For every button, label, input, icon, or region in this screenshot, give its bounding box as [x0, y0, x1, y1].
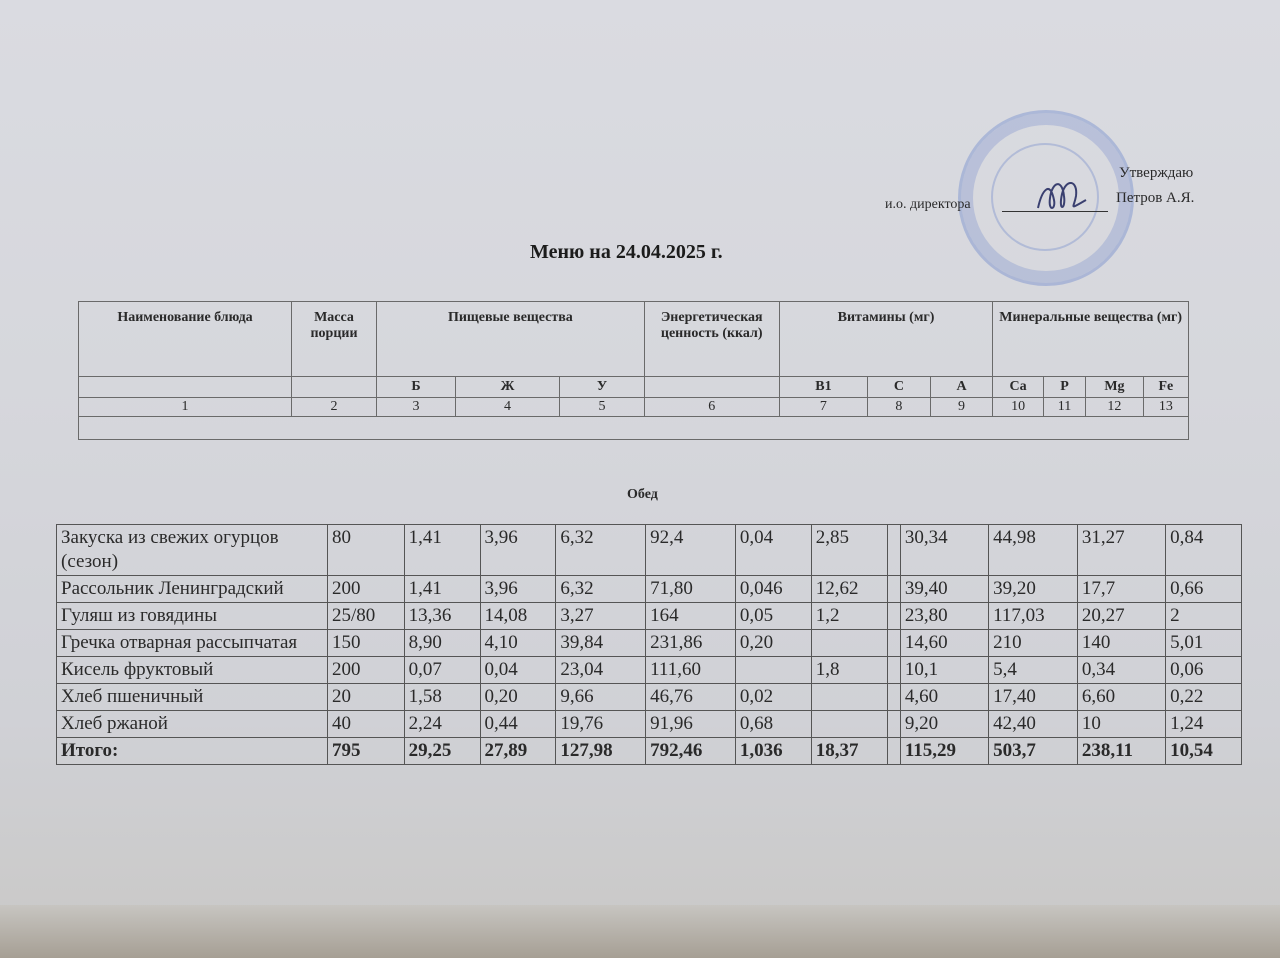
table-row	[57, 630, 1242, 657]
table-cell: 2,85	[811, 525, 887, 576]
table-cell: 1,2	[811, 603, 887, 630]
table-cell: 1,24	[1166, 711, 1242, 738]
dish-name: Рассольник Ленинградский	[57, 576, 328, 603]
table-cell: 19,76	[556, 711, 646, 738]
table-cell: 210	[989, 630, 1078, 657]
header-table	[78, 301, 1189, 440]
table-cell	[811, 684, 887, 711]
table-cell: 23,80	[900, 603, 988, 630]
approval-label: Утверждаю	[1119, 165, 1194, 181]
table-cell: 238,11	[1077, 738, 1165, 765]
column-number: 5	[560, 398, 645, 417]
table-cell: 115,29	[900, 738, 988, 765]
sub-b: Б	[377, 377, 456, 398]
column-number: 13	[1143, 398, 1188, 417]
table-cell: 40	[328, 711, 405, 738]
total-row	[57, 738, 1242, 765]
table-cell	[887, 684, 900, 711]
table-cell: 0,06	[1166, 657, 1242, 684]
table-cell: 8,90	[404, 630, 480, 657]
table-cell: 10,54	[1166, 738, 1242, 765]
dish-name: Гуляш из говядины	[57, 603, 328, 630]
table-cell: 42,40	[989, 711, 1078, 738]
empty-row	[79, 417, 1189, 440]
table-cell: 0,04	[480, 657, 556, 684]
dish-name: Закуска из свежих огурцов (сезон)	[57, 525, 328, 576]
table-cell: 0,046	[735, 576, 811, 603]
table-cell: 0,34	[1077, 657, 1165, 684]
table-cell: 0,22	[1166, 684, 1242, 711]
column-number: 2	[292, 398, 377, 417]
table-cell: 200	[328, 657, 405, 684]
table-cell: 9,20	[900, 711, 988, 738]
column-number-row	[79, 398, 1189, 417]
table-cell: 23,04	[556, 657, 646, 684]
table-cell: 0,68	[735, 711, 811, 738]
table-cell: 18,37	[811, 738, 887, 765]
table-cell	[811, 711, 887, 738]
subheader-row	[79, 377, 1189, 398]
sub-c: C	[868, 377, 931, 398]
column-number: 8	[868, 398, 931, 417]
dish-name: Хлеб ржаной	[57, 711, 328, 738]
table-cell	[887, 525, 900, 576]
table-cell	[735, 657, 811, 684]
table-cell: 2	[1166, 603, 1242, 630]
table-surface	[0, 905, 1280, 958]
table-row	[57, 603, 1242, 630]
table-cell: 6,32	[556, 576, 646, 603]
col-minerals: Минеральные вещества (мг)	[993, 302, 1189, 377]
col-vitamins: Витамины (мг)	[779, 302, 993, 377]
table-cell	[887, 657, 900, 684]
col-nutrients: Пищевые вещества	[377, 302, 645, 377]
table-cell: 1,036	[735, 738, 811, 765]
table-cell: 1,41	[404, 576, 480, 603]
column-number: 1	[79, 398, 292, 417]
table-cell: 27,89	[480, 738, 556, 765]
section-title: Обед	[627, 487, 658, 502]
table-cell: 111,60	[646, 657, 736, 684]
table-cell: 0,02	[735, 684, 811, 711]
table-cell: 140	[1077, 630, 1165, 657]
table-cell: 44,98	[989, 525, 1078, 576]
sub-ca: Ca	[993, 377, 1044, 398]
table-cell: 10	[1077, 711, 1165, 738]
table-cell	[811, 630, 887, 657]
column-number: 9	[930, 398, 993, 417]
table-cell: 29,25	[404, 738, 480, 765]
table-row	[57, 525, 1242, 576]
table-cell: 0,20	[480, 684, 556, 711]
sub-mg: Mg	[1086, 377, 1144, 398]
director-signature	[1028, 170, 1098, 220]
table-cell: 3,96	[480, 576, 556, 603]
table-cell: 792,46	[646, 738, 736, 765]
total-label: Итого:	[57, 738, 328, 765]
director-name: Петров А.Я.	[1116, 190, 1195, 206]
table-cell	[887, 711, 900, 738]
table-cell: 5,4	[989, 657, 1078, 684]
table-cell: 0,84	[1166, 525, 1242, 576]
table-row	[57, 657, 1242, 684]
table-cell	[887, 603, 900, 630]
table-cell: 231,86	[646, 630, 736, 657]
col-dish: Наименование блюда	[79, 302, 292, 377]
table-cell: 117,03	[989, 603, 1078, 630]
sub-b1: B1	[779, 377, 867, 398]
table-cell: 39,84	[556, 630, 646, 657]
table-cell: 503,7	[989, 738, 1078, 765]
menu-title: Меню на 24.04.2025 г.	[530, 241, 723, 263]
column-number: 10	[993, 398, 1044, 417]
table-cell: 0,44	[480, 711, 556, 738]
table-cell: 0,05	[735, 603, 811, 630]
table-cell: 12,62	[811, 576, 887, 603]
table-row	[57, 576, 1242, 603]
table-cell: 127,98	[556, 738, 646, 765]
table-cell	[887, 630, 900, 657]
dish-name: Хлеб пшеничный	[57, 684, 328, 711]
table-cell: 3,96	[480, 525, 556, 576]
table-cell: 1,58	[404, 684, 480, 711]
table-cell: 9,66	[556, 684, 646, 711]
sub-u: У	[560, 377, 645, 398]
table-cell: 3,27	[556, 603, 646, 630]
table-cell: 0,20	[735, 630, 811, 657]
table-cell: 20,27	[1077, 603, 1165, 630]
table-cell: 2,24	[404, 711, 480, 738]
director-position: и.о. директора	[885, 197, 971, 212]
table-cell: 91,96	[646, 711, 736, 738]
table-cell: 17,7	[1077, 576, 1165, 603]
column-number: 6	[644, 398, 779, 417]
table-cell: 4,60	[900, 684, 988, 711]
table-cell: 150	[328, 630, 405, 657]
table-cell: 17,40	[989, 684, 1078, 711]
table-cell	[887, 738, 900, 765]
table-cell: 13,36	[404, 603, 480, 630]
table-cell: 1,8	[811, 657, 887, 684]
table-row	[57, 684, 1242, 711]
sub-a: A	[930, 377, 993, 398]
table-cell	[887, 576, 900, 603]
table-cell: 92,4	[646, 525, 736, 576]
table-cell: 10,1	[900, 657, 988, 684]
column-number: 12	[1086, 398, 1144, 417]
col-energy: Энергетическая ценность (ккал)	[644, 302, 779, 377]
column-number: 7	[779, 398, 867, 417]
table-cell: 6,60	[1077, 684, 1165, 711]
menu-table	[56, 524, 1242, 765]
table-cell: 6,32	[556, 525, 646, 576]
table-cell: 31,27	[1077, 525, 1165, 576]
table-cell: 14,60	[900, 630, 988, 657]
table-cell: 46,76	[646, 684, 736, 711]
table-cell: 164	[646, 603, 736, 630]
table-cell: 4,10	[480, 630, 556, 657]
column-number: 11	[1043, 398, 1085, 417]
table-cell: 39,40	[900, 576, 988, 603]
table-cell: 200	[328, 576, 405, 603]
table-cell: 795	[328, 738, 405, 765]
col-mass: Масса порции	[292, 302, 377, 377]
dish-name: Кисель фруктовый	[57, 657, 328, 684]
table-cell: 25/80	[328, 603, 405, 630]
dish-name: Гречка отварная рассыпчатая	[57, 630, 328, 657]
table-row	[57, 711, 1242, 738]
signature-line	[1002, 211, 1108, 212]
table-cell: 14,08	[480, 603, 556, 630]
table-cell: 0,07	[404, 657, 480, 684]
sub-fe: Fe	[1143, 377, 1188, 398]
sub-zh: Ж	[455, 377, 559, 398]
sub-p: P	[1043, 377, 1085, 398]
table-cell: 30,34	[900, 525, 988, 576]
table-cell: 20	[328, 684, 405, 711]
table-cell: 0,66	[1166, 576, 1242, 603]
table-cell: 80	[328, 525, 405, 576]
table-cell: 0,04	[735, 525, 811, 576]
column-number: 3	[377, 398, 456, 417]
column-number: 4	[455, 398, 559, 417]
table-cell: 39,20	[989, 576, 1078, 603]
table-cell: 71,80	[646, 576, 736, 603]
table-cell: 1,41	[404, 525, 480, 576]
table-cell: 5,01	[1166, 630, 1242, 657]
